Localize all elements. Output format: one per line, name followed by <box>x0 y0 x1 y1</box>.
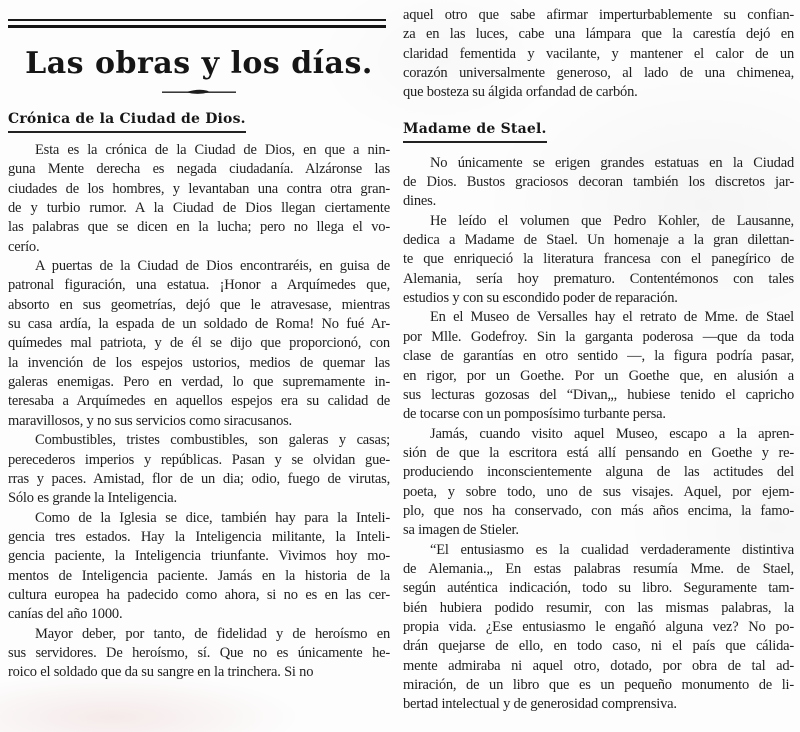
text-line: aquel otro que sabe afirmar imperturbablemente su confian- <box>403 7 794 23</box>
paragraph <box>403 6 794 103</box>
left-section-heading-wrap <box>8 110 390 133</box>
text-line: Esta es la crónica de la Ciudad de Dios, en que a nin- <box>35 142 390 158</box>
text-line: rras y paces. Amistad, flor de un dia; odio, fuego de virutas, <box>8 470 390 487</box>
paragraph <box>8 625 390 683</box>
text-line: que bosteza su álgida orfandad de carbón. <box>403 84 638 101</box>
text-line: estudios y con su escondido poder de reparación. <box>403 290 678 307</box>
text-line: de Dios. Bustos graciosos decoran también los discretos jar- <box>403 174 794 191</box>
text-line: clase de garantías en otro sentido —, la figura podría pasar, <box>403 348 794 365</box>
text-line: sión de que la escritora está allí pensando en Goethe y re- <box>403 444 794 461</box>
text-line: claridad fementida y vacilante, y mantener el calor de un <box>403 45 794 62</box>
text-line: roico el soldado que da su sangre en la trinchera. Si no <box>8 664 314 681</box>
text-line: Combustibles, tristes combustibles, son galeras y casas; <box>35 432 390 449</box>
text-line: Mayor deber, por tanto, de fidelidad y de heroísmo en <box>35 625 390 642</box>
right-column-body <box>403 154 794 715</box>
text-line: según auténtica indicación, todo su libro. Seguramente tam- <box>403 580 794 597</box>
text-line: Alemania, sería hoy prematuro. Contentémonos con tales <box>403 270 794 287</box>
text-line: de tocarse con un pomposísimo turbante persa. <box>403 406 666 423</box>
text-line: Como de la Iglesia se dice, también hay para la Inteli- <box>35 509 390 526</box>
text-line: dedica a Madame de Stael. Un homenaje a la gran dilettan- <box>403 232 794 249</box>
right-column-continuation <box>403 6 794 103</box>
text-line: mentos de Inteligencia paciente. Jamás en la historia de la <box>8 567 390 584</box>
text-line: za en las luces, cabe una lámpara que la carestía dejó en <box>403 26 794 43</box>
text-line: corazón universalmente generoso, al lado de una chimenea, <box>403 65 794 82</box>
text-line: poeta, y sobre todo, uno de sus visajes. Aquel, por ejem- <box>403 483 794 500</box>
page-title: Las obras y los días. <box>25 46 373 81</box>
text-line: sus lecturas gozosas del “Divan„, hubiese tenido el capricho <box>403 386 794 403</box>
text-line: “El entusiasmo es la cualidad verdaderamente distintiva <box>430 541 794 558</box>
text-line: de y turbio rumor. A la Ciudad de Dios llegan ciertamente <box>8 200 390 217</box>
text-line: sa imagen de Stieler. <box>403 522 519 539</box>
text-line: las palabras que se dicen en la lucha; pero no llega el vo- <box>8 219 390 236</box>
text-line: su casa ardía, la espada de un soldado de Roma! No fué Ar- <box>8 316 390 333</box>
paragraph <box>8 431 390 508</box>
text-line: cerío. <box>8 238 40 255</box>
section-heading-madame-de-stael: Madame de Stael. <box>403 121 547 143</box>
text-line: perecederos imperios y repúblicas. Pasan y se olvidan gue- <box>8 451 390 468</box>
text-line: galeras enemigas. Pero en verdad, lo que supremamente in- <box>8 374 390 391</box>
text-line: He leído el volumen que Pedro Kohler, de Lausanne, <box>430 212 794 229</box>
left-column-body <box>8 141 390 683</box>
text-line: propia vida. ¿Ese entusiasmo le engañó alguna vez? No po- <box>403 618 794 635</box>
paragraph <box>8 257 390 431</box>
text-line: sus servidores. De heroísmo, sí. Que no es únicamente he- <box>8 644 390 661</box>
text-line: teresaba a Arquímedes en aquellos espejos era su calidad de <box>8 393 390 410</box>
text-line: miración, de un libro que es un pequeño monumento de li- <box>403 677 794 693</box>
text-line: produciendo inconscientemente alguna de las actitudes del <box>403 464 794 481</box>
text-line: dines. <box>403 193 437 210</box>
text-line: ciudades de los hombres, y levantaban una contra otra gran- <box>8 180 390 197</box>
left-column <box>8 0 390 683</box>
title-flourish-icon <box>8 85 390 97</box>
paragraph <box>403 541 794 715</box>
paragraph <box>8 509 390 625</box>
text-line: guna Mente derecha es negada ciudadanía. Alzáronse las <box>8 161 390 178</box>
text-line: patronal figuración, una estatua. ¡Honor a Arquímedes que, <box>8 277 390 294</box>
text-line: En el Museo de Versalles hay el retrato de Mme. de Stael <box>430 309 794 326</box>
double-horizontal-rule-icon <box>8 19 386 28</box>
text-line: No únicamente se erigen grandes estatuas en la Ciudad <box>430 154 794 171</box>
paragraph <box>403 154 794 212</box>
paragraph <box>403 425 794 541</box>
text-line: absorto en sus geometrías, dejó que le atravesase, mientras <box>8 296 390 313</box>
text-line: mente admiraba ni aquel otro, dotado, por obra de tal ad- <box>403 657 794 674</box>
right-section-heading-wrap <box>403 120 794 143</box>
paragraph <box>403 308 794 424</box>
text-line: de Alemania.„ En estas palabras resumía Mme. de Stael, <box>403 560 794 577</box>
text-line: bertad intelectual y de generosidad comprensiva. <box>403 696 677 713</box>
text-line: por Mlle. Godefroy. Sin la garganta poderosa —que da toda <box>403 328 794 345</box>
text-line: canías del año 1000. <box>8 606 123 623</box>
text-line: A puertas de la Ciudad de Dios encontraréis, en guisa de <box>35 258 390 275</box>
text-line: gencia paciente, la Inteligencia triunfante. Vivimos hoy mo- <box>8 548 390 565</box>
paragraph <box>403 212 794 309</box>
text-line: bién hubiera podido resumir, con las mismas palabras, la <box>403 599 794 616</box>
text-line: en rigor, por un Goethe. Por un Goethe que, en alusión a <box>403 367 794 384</box>
right-column <box>403 6 794 715</box>
text-line: cultura europea ha padecido como ahora, si no es en las cer- <box>8 586 390 603</box>
paragraph <box>8 141 390 257</box>
text-line: gencia tres estados. Hay la Inteligencia militante, la Inteli- <box>8 528 390 545</box>
text-line: te que enriqueció la literatura francesa con el panegírico de <box>403 251 794 268</box>
text-line: Sólo es grande la Inteligencia. <box>8 490 177 507</box>
text-line: drán quejarse de ello, en todo caso, ni el país que cálida- <box>403 638 794 655</box>
text-line: Jamás, cuando visito aquel Museo, escapo a la apren- <box>430 425 794 442</box>
section-heading-cronica: Crónica de la Ciudad de Dios. <box>8 111 246 133</box>
text-line: la invención de los espejos ustorios, medios de quemar las <box>8 354 390 371</box>
text-line: maravillosos, y no sus servicios como siracusanos. <box>8 412 292 429</box>
text-line: químedes mal patriota, y de él se dijo que proporcionó, con <box>8 335 390 352</box>
text-line: plo, que nos ha conservado, con más años encima, la famo- <box>403 502 794 519</box>
